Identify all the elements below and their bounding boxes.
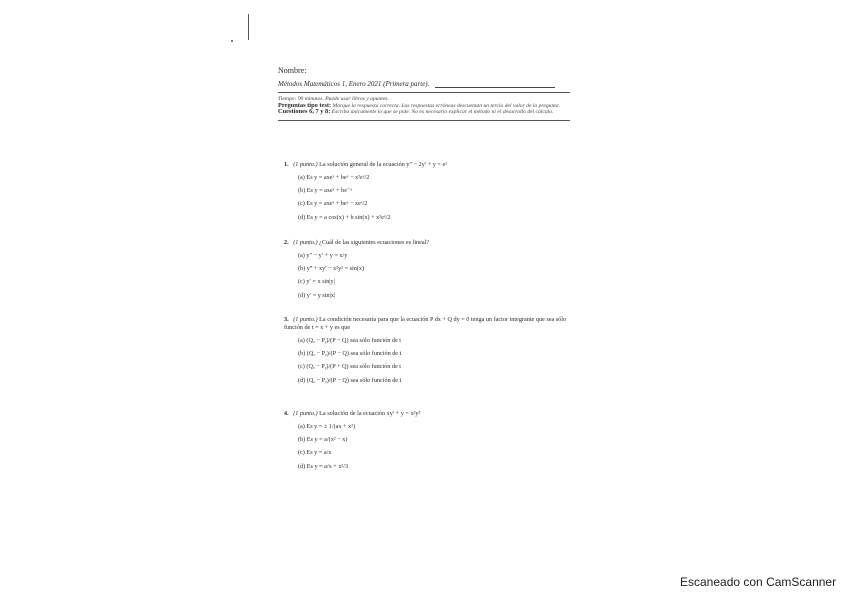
option-a[interactable]: (a) y″ − y′ + y = x/y xyxy=(298,251,348,259)
test-instruction: Marque la respuesta correcta. Las respuestas erróneas descuentan un tercio del valor de la pregunta. xyxy=(332,102,560,109)
question-points: (1 punto.) xyxy=(293,316,318,323)
question-number: 2. xyxy=(284,239,289,246)
option-a[interactable]: (a) Es y = axeˣ + beˣ − x²eˣ/2 xyxy=(298,173,370,181)
exam-title-row xyxy=(278,80,578,88)
option-d[interactable]: (d) y′ = y sin|x| xyxy=(298,291,336,299)
time-instruction: Tiempo: 90 minutos. Puede usar libros y apuntes. xyxy=(278,96,389,102)
question-points: (1 punto.) xyxy=(293,239,318,246)
option-d[interactable]: (d) (Qₓ − Pᵧ)/(P − Q) sea sólo función de t xyxy=(298,376,402,384)
option-c[interactable]: (c) Es y = axeˣ + beˣ − xeˣ/2 xyxy=(298,200,368,208)
header-divider xyxy=(278,92,570,93)
instructions xyxy=(278,96,578,116)
name-blank-line xyxy=(435,81,555,88)
question-points: (1 punto.) xyxy=(293,410,318,417)
option-b[interactable]: (b) Es y = a/(x² − x) xyxy=(298,436,348,444)
question-1 xyxy=(284,161,584,225)
name-label: Nombre: xyxy=(278,66,307,75)
questions-instruction: Escriba únicamente lo que se pide. No es necesario explicar el método ni el desarrollo del cálculo. xyxy=(331,109,554,116)
option-a[interactable]: (a) (Qₓ − Pᵧ)/(P − Q) sea sólo función de t xyxy=(298,336,401,344)
question-2 xyxy=(284,239,584,303)
question-4 xyxy=(284,410,584,474)
option-a[interactable]: (a) Es y = ± 1/(ax + x²) xyxy=(298,422,356,430)
option-c[interactable]: (c) (Qₓ − Pᵧ)/(P + Q) sea sólo función de t xyxy=(298,363,401,371)
question-stem: ¿Cuál de las siguientes ecuaciones es lineal? xyxy=(319,239,430,246)
option-b[interactable]: (b) Es y = axeˣ + be⁻ˣ xyxy=(298,187,353,195)
option-c[interactable]: (c) Es y = a/x xyxy=(298,449,332,457)
camscanner-watermark: Escaneado con CamScanner xyxy=(680,575,837,589)
scan-artifact-dot xyxy=(231,40,233,42)
questions-label: Cuestiones 6, 7 y 8: xyxy=(278,108,331,116)
option-c[interactable]: (c) y′ = x sin|y| xyxy=(298,278,335,286)
instructions-divider xyxy=(278,120,570,121)
exam-title: Métodos Matemáticos 1, Enero 2021 (Primera parte). xyxy=(278,80,430,88)
exam-page xyxy=(278,66,578,124)
question-number: 4. xyxy=(284,410,289,417)
question-stem: La solución de la ecuación xy′ + y = x²y² xyxy=(319,410,421,417)
question-3 xyxy=(284,316,584,388)
question-stem: La solución general de la ecuación y″ − 2y′ + y = eˣ xyxy=(319,161,448,168)
question-number: 3. xyxy=(284,316,289,323)
option-d[interactable]: (d) Es y = a/x + x²/3 xyxy=(298,462,349,470)
test-label: Preguntas tipo test: xyxy=(278,101,332,109)
option-d[interactable]: (d) Es y = a cos(x) + b sin(x) + x²eˣ/2 xyxy=(298,213,391,221)
option-b[interactable]: (b) y‴ + xy′ − x²y² = sin(x) xyxy=(298,265,365,273)
question-stem: La condición necesaria para que la ecuación P dx + Q dy = 0 tenga un factor integrante que sea sólo función de t = x + y es que xyxy=(284,316,567,331)
option-b[interactable]: (b) (Qₓ − Pᵧ)/(P − Q) sea sólo función de t xyxy=(298,350,402,358)
scan-artifact-line xyxy=(248,14,249,40)
question-number: 1. xyxy=(284,161,289,168)
question-points: (1 punto.) xyxy=(293,161,318,168)
